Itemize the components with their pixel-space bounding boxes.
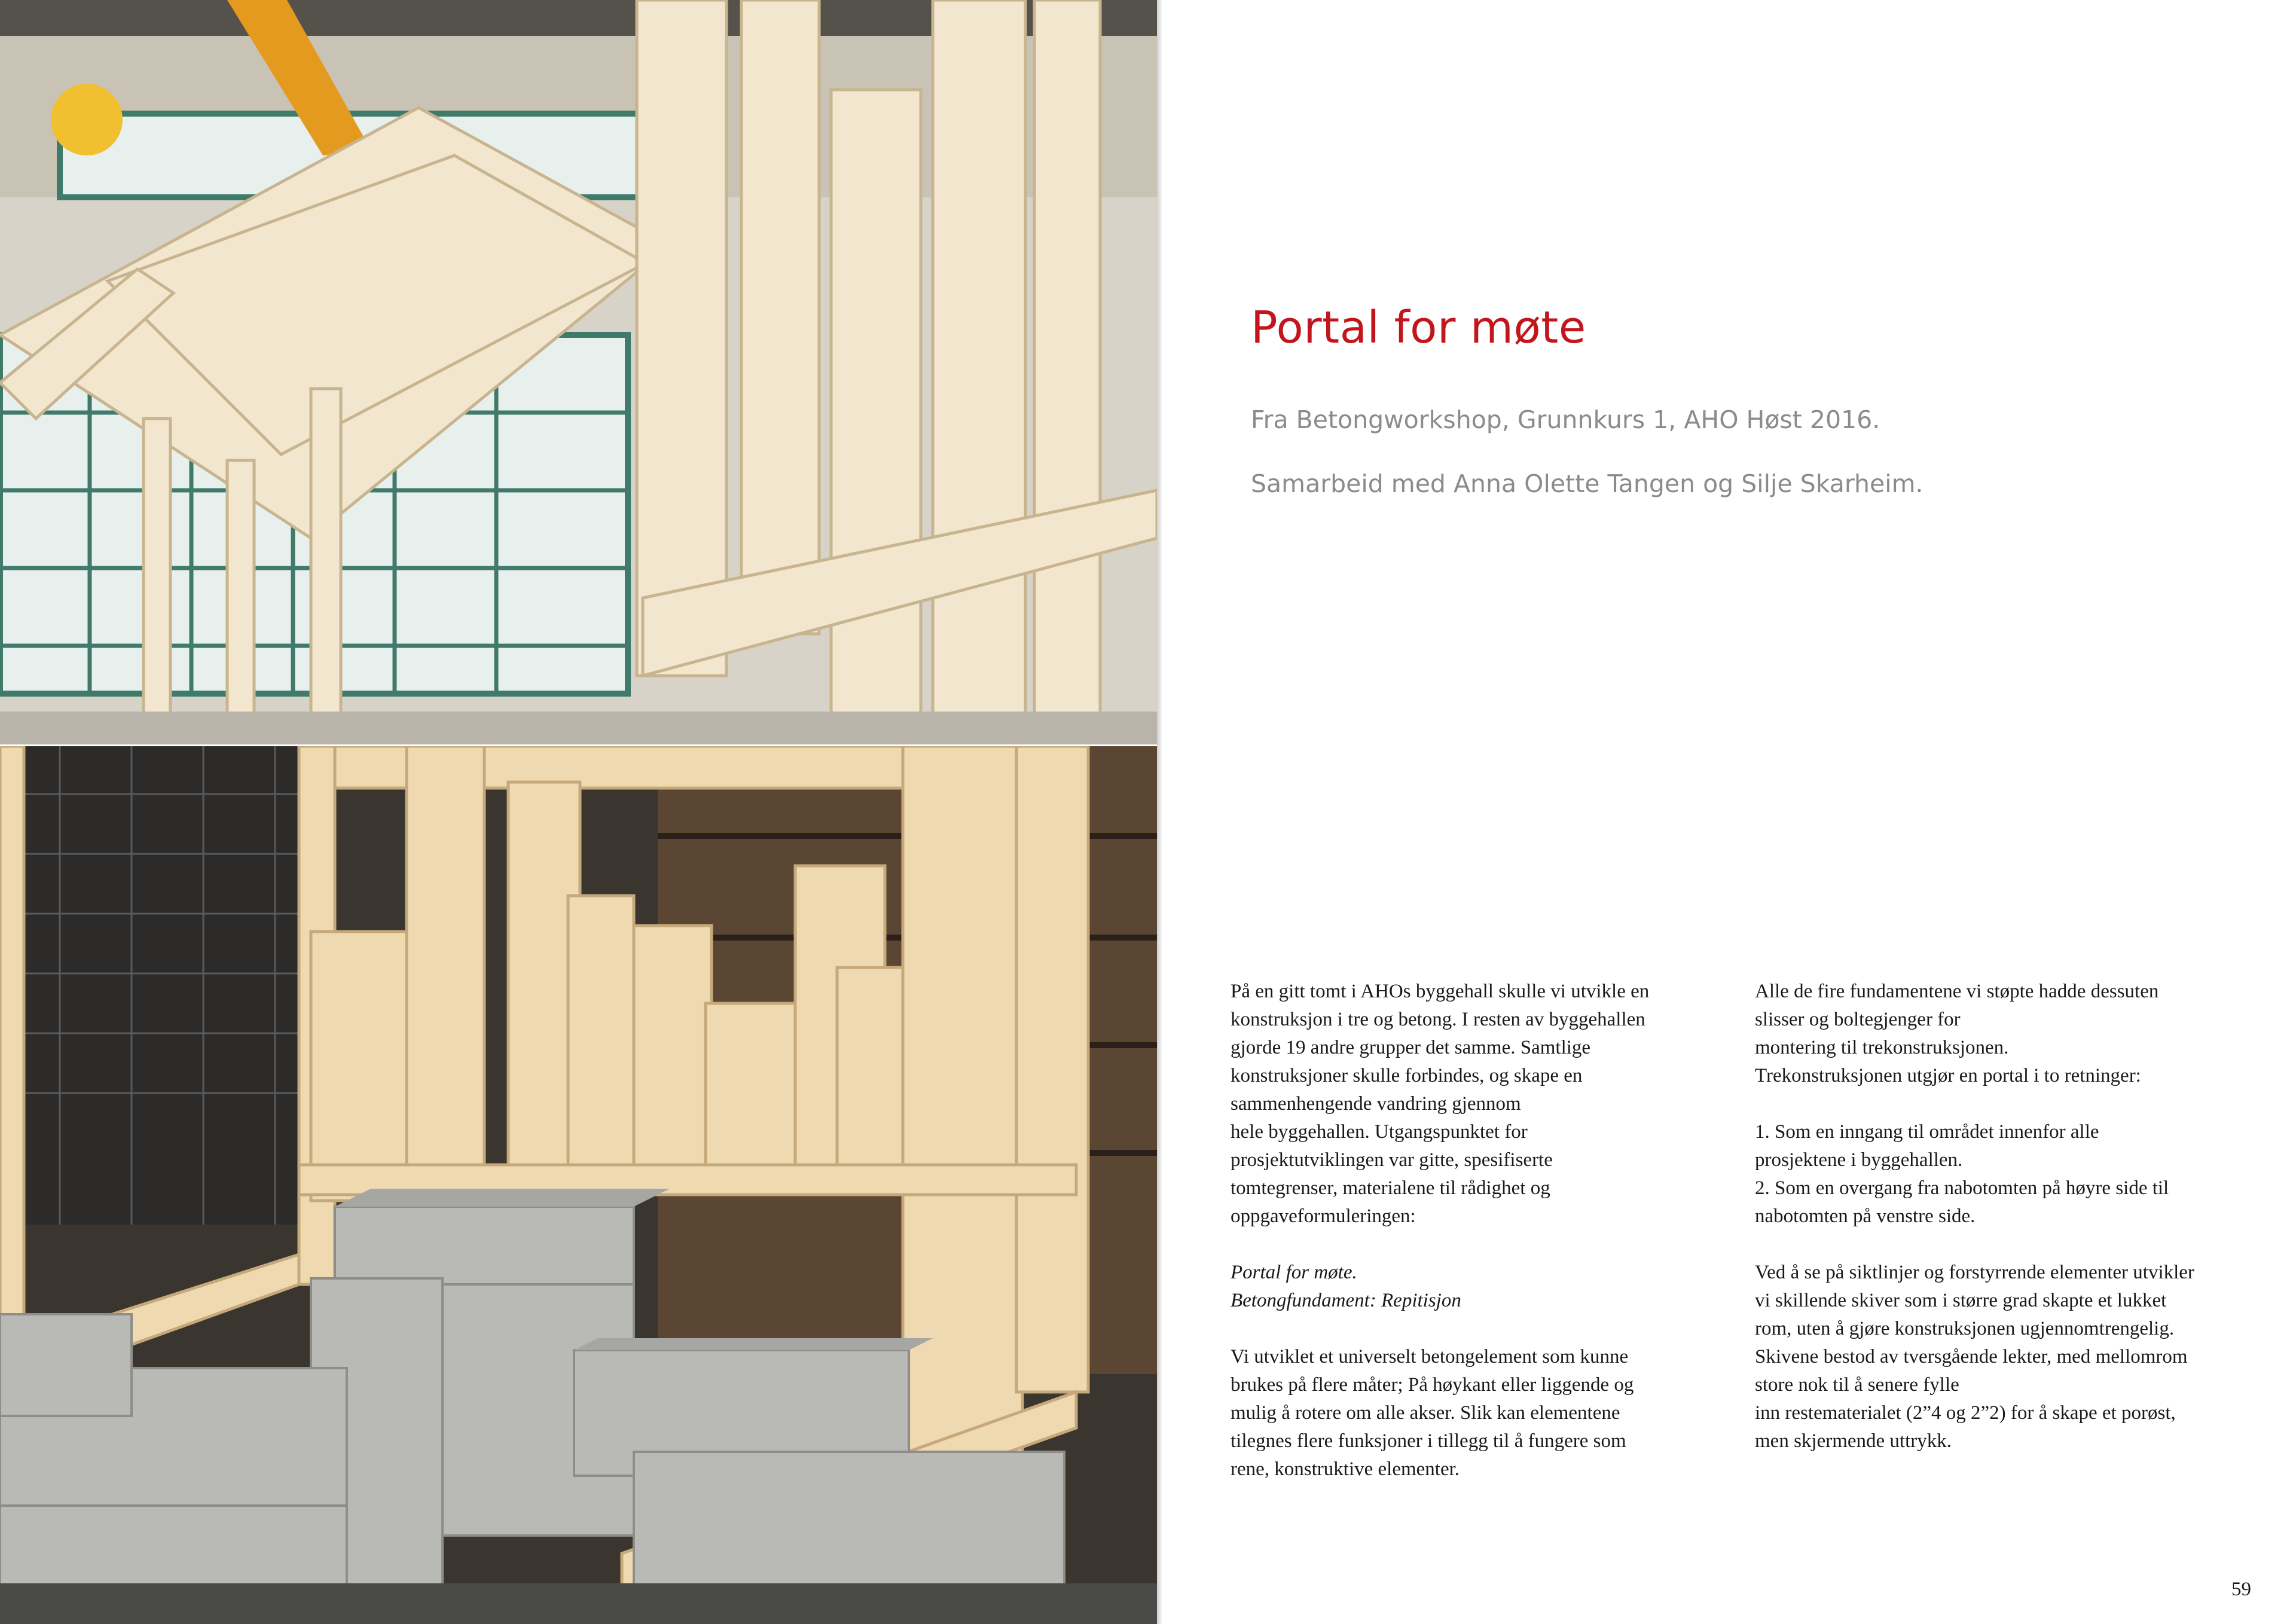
text-line: montering til trekonstruksjonen.: [1755, 1037, 2009, 1058]
concrete-bench-illustration: [0, 746, 1157, 1624]
intro-paragraph: [1231, 978, 1721, 1231]
italic-subheading: Betongfundament: Repitisjon: [1231, 1290, 1461, 1311]
text-line: prosjektutviklingen var gitte, spesifiserte: [1231, 1149, 1553, 1171]
text-line: vi skillende skiver som i større grad skapte et lukket: [1755, 1290, 2167, 1311]
body-column-left: [1231, 978, 1721, 1483]
text-line: Ved å se på siktlinjer og forstyrrende elementer utvikler: [1755, 1262, 2194, 1283]
text-line: slisser og boltegjenger for: [1755, 1009, 1961, 1030]
text-line: prosjektene i byggehallen.: [1755, 1149, 1963, 1171]
text-line: tomtegrenser, materialene til rådighet og: [1231, 1177, 1550, 1199]
text-line: På en gitt tomt i AHOs byggehall skulle vi utvikle en: [1231, 981, 1650, 1002]
text-line: hele byggehallen. Utgangspunktet for: [1231, 1121, 1528, 1143]
body-column-right: [1755, 978, 2251, 1455]
text-line: tilegnes flere funksjoner i tillegg til å fungere som: [1231, 1430, 1626, 1452]
text-line: sammenhengende vandring gjennom: [1231, 1093, 1521, 1115]
portal-list: [1755, 1118, 2251, 1231]
text-line: konstruksjoner skulle forbindes, og skape en: [1231, 1065, 1583, 1086]
text-line: mulig å rotere om alle akser. Slik kan elementene: [1231, 1402, 1620, 1424]
text-line: brukes på flere måter; På høykant eller liggende og: [1231, 1374, 1634, 1396]
text-line: 1. Som en inngang til området innenfor alle: [1755, 1121, 2099, 1143]
page-title: Portal for møte: [1251, 302, 1586, 353]
text-line: oppgaveformuleringen:: [1231, 1205, 1416, 1227]
text-line: rene, konstruktive elementer.: [1231, 1458, 1460, 1480]
page-gutter-shadow: [1157, 0, 1162, 1624]
concrete-bench-photo: [0, 746, 1157, 1624]
subtitle-course: Fra Betongworkshop, Grunnkurs 1, AHO Høst 2016.: [1251, 405, 1880, 434]
timber-structure-illustration: [0, 0, 1157, 744]
text-line: Alle de fire fundamentene vi støpte hadde dessuten: [1755, 981, 2159, 1002]
text-line: Trekonstruksjonen utgjør en portal i to retninger:: [1755, 1065, 2141, 1086]
text-line: konstruksjon i tre og betong. I resten av byggehallen: [1231, 1009, 1645, 1030]
text-line: men skjermende uttrykk.: [1755, 1430, 1952, 1452]
text-line: Vi utviklet et universelt betongelement som kunne: [1231, 1346, 1629, 1367]
text-line: nabotomten på venstre side.: [1755, 1205, 1976, 1227]
foundation-paragraph: [1755, 978, 2251, 1090]
text-line: store nok til å senere fylle: [1755, 1374, 1959, 1396]
walls-paragraph: [1755, 1259, 2251, 1455]
page-number: 59: [2231, 1579, 2251, 1600]
text-line: inn restematerialet (2”4 og 2”2) for å skape et porøst,: [1755, 1402, 2176, 1424]
subtitle-collaborators: Samarbeid med Anna Olette Tangen og Silje Skarheim.: [1251, 469, 1923, 498]
text-line: 2. Som en overgang fra nabotomten på høyre side til: [1755, 1177, 2169, 1199]
text-line: Skivene bestod av tversgående lekter, med mellomrom: [1755, 1346, 2188, 1367]
timber-structure-photo: [0, 0, 1157, 744]
concrete-paragraph: [1231, 1343, 1721, 1483]
text-line: gjorde 19 andre grupper det samme. Samtlige: [1231, 1037, 1591, 1058]
italic-heading: Portal for møte.: [1231, 1262, 1357, 1283]
text-line: rom, uten å gjøre konstruksjonen ugjennomtrengelig.: [1755, 1318, 2175, 1339]
